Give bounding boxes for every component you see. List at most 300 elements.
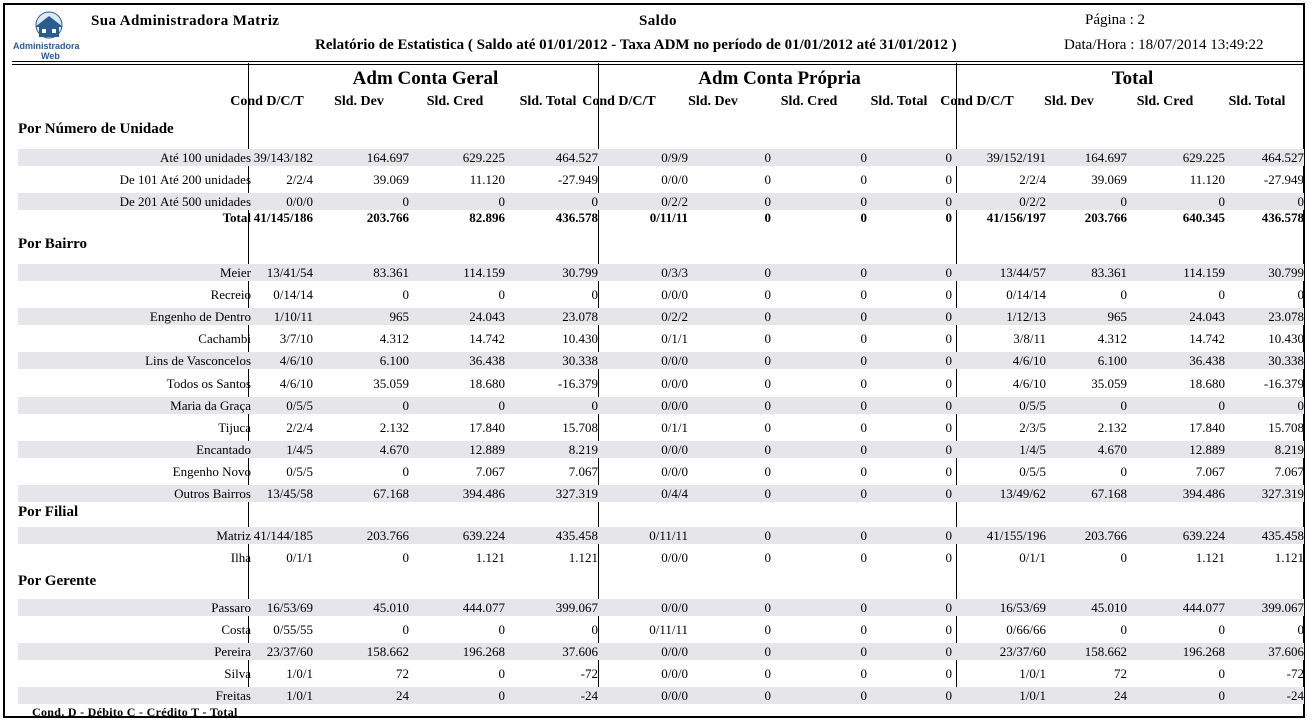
cell-value: 0/1/1 [661,331,688,347]
table-row [5,462,1305,482]
cell-value: 196.268 [462,644,505,660]
table-row [5,351,1305,371]
cell-value: 0 [1120,194,1127,210]
column-header: Sld. Cred [1136,94,1194,109]
cell-value: 67.168 [373,486,409,501]
cell-value: 4/6/10 [1012,375,1046,391]
row-label: Todos os Santos [166,375,251,391]
cell-value: 18.680 [1189,375,1225,391]
cell-value: 8.219 [568,441,598,457]
cell-value: 36.438 [469,353,505,369]
cell-value: 0 [1218,287,1225,303]
cell-value: 0 [945,397,952,413]
cell-value: 0 [945,441,952,457]
cell-value: 0 [764,309,771,325]
cell-value: 0 [945,375,952,391]
table-row [5,170,1305,190]
cell-value: 39.069 [373,172,409,188]
total-row [5,208,1305,228]
cell-value: 0 [591,622,598,638]
cell-value: -27.949 [557,172,598,188]
cell-value: 82.896 [469,210,505,225]
row-label: Engenho Novo [172,463,251,479]
cell-value: 39.069 [1091,172,1127,188]
cell-value: 4.670 [1097,441,1127,457]
cell-value: 0 [860,172,867,188]
cell-value: 41/145/186 [253,210,313,225]
cell-value: 394.486 [1182,486,1225,501]
cell-value: 1.121 [475,550,505,566]
cell-value: 1/0/1 [286,666,313,682]
cell-value: 0 [860,194,867,210]
column-header: Cond D/C/T [230,94,304,109]
row-label: Cachambi [198,331,251,347]
cell-value: 0 [860,150,867,165]
cell-value: 0 [764,194,771,210]
column-header: Cond D/C/T [940,94,1014,109]
column-header: Sld. Total [519,94,577,109]
row-label: Outros Bairros [174,486,251,501]
row-label: Pereira [214,644,251,660]
cell-value: 1.121 [1274,550,1304,566]
cell-value: -72 [580,666,598,682]
cell-value: 0/9/9 [661,150,688,165]
table-row [5,664,1305,684]
cell-value: -27.949 [1263,172,1304,188]
cell-value: 0/2/2 [661,194,688,210]
page-number: Página : 2 [1085,12,1145,28]
table-row [5,418,1305,438]
cell-value: 0 [860,397,867,413]
row-label: Até 100 unidades [160,150,251,165]
row-label: Freitas [215,688,251,704]
cell-value: 0 [1218,622,1225,638]
cell-value: 17.840 [469,419,505,435]
cell-value: 0 [764,375,771,391]
cell-value: 0 [945,287,952,303]
cell-value: 0 [860,353,867,369]
cell-value: -16.379 [557,375,598,391]
cell-value: -72 [1286,666,1304,682]
cell-value: 0 [860,600,867,615]
cell-value: 0 [860,622,867,638]
cell-value: 0 [860,550,867,566]
cell-value: 196.268 [1182,644,1225,660]
cell-value: 0/5/5 [286,463,313,479]
cell-value: 0 [1120,397,1127,413]
cell-value: 629.225 [462,150,505,165]
cell-value: 1/10/11 [273,309,313,325]
cell-value: 0 [945,528,952,543]
cell-value: 1/4/5 [286,441,313,457]
cell-value: 464.527 [555,150,598,165]
cell-value: 41/155/196 [986,528,1046,543]
cell-value: 0 [945,210,952,225]
cell-value: 0 [402,622,409,638]
cell-value: 0/0/0 [661,353,688,369]
cell-value: 2.132 [379,419,409,435]
cell-value: 0/11/11 [649,528,688,543]
cell-value: 0 [764,622,771,638]
cell-value: 0 [498,194,505,210]
logo-text-2: Web [41,51,60,61]
cell-value: 0 [860,287,867,303]
section-heading: Por Gerente [18,573,97,589]
cell-value: 83.361 [373,265,409,280]
cell-value: 0 [945,331,952,347]
cell-value: 16/53/69 [266,600,313,615]
cell-value: 45.010 [373,600,409,615]
cell-value: 0 [591,194,598,210]
cell-value: 0 [860,419,867,435]
cell-value: 0 [498,287,505,303]
cell-value: 1/0/1 [286,688,313,704]
cell-value: 0 [945,550,952,566]
cell-value: 12.889 [469,441,505,457]
section-heading: Por Bairro [18,236,88,252]
cell-value: 23.078 [562,309,598,325]
cell-value: 2/2/4 [286,419,313,435]
cell-value: 444.077 [1182,600,1225,615]
company-name: Sua Administradora Matriz [91,13,280,29]
cell-value: -24 [1286,688,1304,704]
column-header: Sld. Total [1228,94,1286,109]
cell-value: 15.708 [1268,419,1304,435]
cell-value: 0/0/0 [661,550,688,566]
row-label: Engenho de Dentro [149,309,251,325]
row-label: De 201 Até 500 unidades [119,194,251,210]
cell-value: 0 [945,688,952,704]
column-header: Sld. Dev [1044,94,1094,109]
cell-value: 0 [764,486,771,501]
cell-value: 0 [945,353,952,369]
cell-value: 0 [945,265,952,280]
cell-value: 0/14/14 [273,287,313,303]
cell-value: 0/0/0 [661,375,688,391]
cell-value: -24 [580,688,598,704]
cell-value: 4/6/10 [1012,353,1046,369]
cell-value: 72 [1114,666,1127,682]
table-row [5,374,1305,394]
cell-value: 0/5/5 [286,397,313,413]
table-row [5,548,1305,568]
cell-value: 0/66/66 [1006,622,1046,638]
cell-value: 327.319 [555,486,598,501]
cell-value: 0 [1120,463,1127,479]
cell-value: 0/2/2 [1019,194,1046,210]
cell-value: 399.067 [555,600,598,615]
table-row [5,642,1305,662]
cell-value: 203.766 [1084,210,1127,225]
cell-value: 0 [860,688,867,704]
row-label: De 101 Até 200 unidades [119,172,251,188]
column-header: Sld. Dev [334,94,384,109]
cell-value: 30.338 [562,353,598,369]
section-heading: Por Filial [18,504,79,520]
cell-value: 0 [945,644,952,660]
cell-value: 36.438 [1189,353,1225,369]
cell-value: 30.799 [1268,265,1304,280]
cell-value: 164.697 [366,150,409,165]
cell-value: 83.361 [1091,265,1127,280]
cell-value: 2/2/4 [286,172,313,188]
row-label: Encantado [196,441,251,457]
report-datetime: Data/Hora : 18/07/2014 13:49:22 [1064,37,1264,53]
cell-value: 114.159 [1183,265,1225,280]
cell-value: 0/1/1 [1019,550,1046,566]
table-row [5,440,1305,460]
cell-value: 0 [764,265,771,280]
report-title: Saldo [639,13,677,29]
cell-value: 0 [1218,194,1225,210]
cell-value: 8.219 [1274,441,1304,457]
group-header: Adm Conta Geral [352,68,499,89]
cell-value: 0 [764,331,771,347]
cell-value: 37.606 [562,644,598,660]
cell-value: 0 [945,600,952,615]
row-label: Maria da Graça [170,397,251,413]
cell-value: 4.670 [379,441,409,457]
cell-value: 0 [860,441,867,457]
cell-value: 0 [764,397,771,413]
cell-value: 6.100 [379,353,409,369]
cell-value: 0 [764,463,771,479]
cell-value: 0 [764,644,771,660]
row-label: Ilha [230,550,251,566]
column-header: Cond D/C/T [582,94,656,109]
cell-value: 0 [764,600,771,615]
cell-value: 0 [860,666,867,682]
cell-value: 10.430 [1268,331,1304,347]
cell-value: 0/5/5 [1019,397,1046,413]
cell-value: 72 [396,666,409,682]
cell-value: 0 [402,397,409,413]
cell-value: 13/45/58 [266,486,313,501]
row-label: Lins de Vasconcelos [145,353,251,369]
cell-value: 3/7/10 [279,331,313,347]
cell-value: 1/4/5 [1019,441,1046,457]
cell-value: 3/8/11 [1013,331,1046,347]
cell-value: 24 [396,688,409,704]
cell-value: 39/152/191 [986,150,1046,165]
cell-value: 0 [860,210,867,225]
column-header: Sld. Total [870,94,928,109]
cell-value: 203.766 [1084,528,1127,543]
cell-value: 0 [764,210,771,225]
cell-value: 164.697 [1084,150,1127,165]
cell-value: 0 [764,353,771,369]
cell-value: 0 [764,150,771,165]
cell-value: 0/14/14 [1006,287,1046,303]
cell-value: 0 [945,419,952,435]
cell-value: 0 [498,666,505,682]
cell-value: 24.043 [469,309,505,325]
row-label: Matriz [216,528,251,543]
cell-value: 16/53/69 [999,600,1046,615]
group-header: Total [1111,68,1154,89]
cell-value: 1.121 [568,550,598,566]
cell-value: 0 [591,287,598,303]
cell-value: 0/0/0 [661,287,688,303]
table-row [5,329,1305,349]
cell-value: 0 [860,265,867,280]
cell-value: 10.430 [562,331,598,347]
cell-value: 0/0/0 [661,688,688,704]
cell-value: 12.889 [1189,441,1225,457]
cell-value: 0 [860,375,867,391]
cell-value: 23/37/60 [999,644,1046,660]
table-row [5,263,1305,283]
cell-value: 13/49/62 [999,486,1046,501]
cell-value: 0/0/0 [661,600,688,615]
cell-value: 0 [498,622,505,638]
legend-footer: Cond. D - Débito C - Crédito T - Total [32,705,238,719]
cell-value: -16.379 [1263,375,1304,391]
cell-value: 0 [945,463,952,479]
report-subtitle: Relatório de Estatistica ( Saldo até 01/01/2012 - Taxa ADM no período de 01/01/2012 até 31/01/2012 ) [315,37,957,53]
cell-value: 0 [945,622,952,638]
cell-value: 965 [389,309,409,325]
house-logo-icon [11,11,91,61]
cell-value: 45.010 [1091,600,1127,615]
cell-value: 0/5/5 [1019,463,1046,479]
cell-value: 0/0/0 [661,397,688,413]
cell-value: 0 [591,397,598,413]
group-header: Adm Conta Própria [698,68,861,89]
cell-value: 0 [945,309,952,325]
cell-value: 14.742 [469,331,505,347]
cell-value: 0/0/0 [661,666,688,682]
cell-value: 0 [764,419,771,435]
cell-value: 4/6/10 [279,375,313,391]
cell-value: 0 [402,550,409,566]
cell-value: 4.312 [379,331,409,347]
cell-value: 0 [1297,397,1304,413]
cell-value: 23.078 [1268,309,1304,325]
column-header: Sld. Cred [780,94,838,109]
cell-value: 399.067 [1261,600,1304,615]
cell-value: 965 [1107,309,1127,325]
row-label: Silva [224,666,251,682]
cell-value: 0 [498,688,505,704]
cell-value: 0 [402,463,409,479]
table-row [5,285,1305,305]
cell-value: 2/3/5 [1019,419,1046,435]
cell-value: 0/1/1 [286,550,313,566]
cell-value: 1/0/1 [1019,666,1046,682]
cell-value: 4/6/10 [279,353,313,369]
cell-value: 13/41/54 [266,265,313,280]
cell-value: 13/44/57 [999,265,1046,280]
header-top-rule [12,61,1304,62]
cell-value: 436.578 [555,210,598,225]
cell-value: 394.486 [462,486,505,501]
cell-value: 2/2/4 [1019,172,1046,188]
cell-value: 35.059 [1091,375,1127,391]
cell-value: 0/0/0 [286,194,313,210]
cell-value: 24 [1114,688,1127,704]
cell-value: 158.662 [366,644,409,660]
cell-value: 35.059 [373,375,409,391]
row-label: Tijuca [218,419,251,435]
cell-value: 0 [764,441,771,457]
cell-value: 0 [860,463,867,479]
cell-value: 7.067 [1274,463,1304,479]
cell-value: 0 [1218,666,1225,682]
cell-value: 0/3/3 [661,265,688,280]
cell-value: 0/11/11 [649,210,688,225]
cell-value: 0 [945,666,952,682]
table-row [5,686,1305,706]
cell-value: 0/0/0 [661,463,688,479]
cell-value: 18.680 [469,375,505,391]
cell-value: 17.840 [1189,419,1225,435]
cell-value: 0 [860,331,867,347]
cell-value: 0/2/2 [661,309,688,325]
cell-value: 0/1/1 [661,419,688,435]
cell-value: 0 [1297,194,1304,210]
report-frame [3,3,1305,718]
cell-value: 0/0/0 [661,172,688,188]
cell-value: 0/0/0 [661,644,688,660]
table-row [5,484,1305,504]
cell-value: 15.708 [562,419,598,435]
cell-value: 0/55/55 [273,622,313,638]
cell-value: 0 [764,666,771,682]
cell-value: 11.120 [469,172,505,188]
table-row [5,598,1305,618]
cell-value: 6.100 [1097,353,1127,369]
cell-value: 0 [945,172,952,188]
cell-value: 0 [1120,287,1127,303]
cell-value: 30.338 [1268,353,1304,369]
cell-value: 41/144/185 [253,528,313,543]
cell-value: 0 [860,644,867,660]
cell-value: 158.662 [1084,644,1127,660]
table-row [5,307,1305,327]
cell-value: 7.067 [1195,463,1225,479]
cell-value: 7.067 [568,463,598,479]
cell-value: 436.578 [1261,210,1304,225]
table-row [5,526,1305,546]
cell-value: 67.168 [1091,486,1127,501]
report-header [5,5,1303,61]
cell-value: 0 [945,486,952,501]
cell-value: 37.606 [1268,644,1304,660]
cell-value: 0 [1218,688,1225,704]
cell-value: 0/11/11 [649,622,688,638]
cell-value: 1.121 [1195,550,1225,566]
cell-value: 0 [402,287,409,303]
cell-value: 327.319 [1261,486,1304,501]
cell-value: 1/0/1 [1019,688,1046,704]
column-header: Sld. Dev [688,94,738,109]
row-label: Costa [221,622,251,638]
cell-value: 0 [1218,397,1225,413]
cell-value: 1/12/13 [1006,309,1046,325]
cell-value: 0 [764,172,771,188]
cell-value: 23/37/60 [266,644,313,660]
cell-value: 0 [764,528,771,543]
cell-value: 30.799 [562,265,598,280]
section-heading: Por Número de Unidade [18,121,174,137]
row-label: Meier [219,265,251,280]
cell-value: 0/4/4 [661,486,688,501]
cell-value: 435.458 [1261,528,1304,543]
cell-value: 640.345 [1182,210,1225,225]
cell-value: 0 [860,486,867,501]
cell-value: 4.312 [1097,331,1127,347]
